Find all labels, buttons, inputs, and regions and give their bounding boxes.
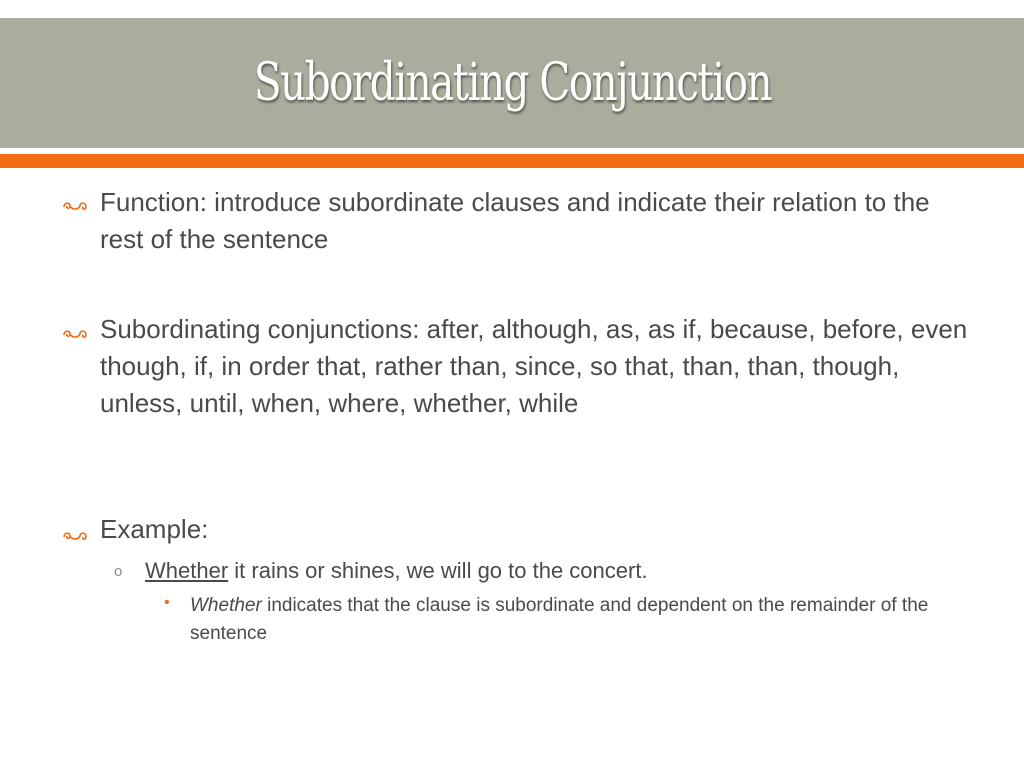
example-sentence [145, 556, 985, 586]
title-band [0, 18, 1024, 148]
bullet-function: Function: introduce subordinate clauses and indicate their relation to the rest of the sentence [100, 187, 930, 254]
slide-title: Subordinating Conjunction [253, 53, 771, 113]
sub-bullet-marker: o [114, 563, 123, 580]
explanation-rest: indicates that the clause is subordinate and dependent on the remainder of the sentence [190, 595, 929, 644]
bullet-conjunction-list: Subordinating conjunctions: after, although, as, as if, because, before, even though, if, in order that, rather than, since, so that, than, than, though, unless, until, when, where, whether, while [100, 314, 968, 418]
example-keyword: Whether [145, 558, 229, 583]
explanation-keyword: Whether [190, 595, 262, 616]
scroll-bullet-icon [62, 528, 88, 542]
bullet-example: Example: [100, 514, 209, 544]
example-explanation [190, 592, 990, 648]
sub-sub-bullet-marker: • [164, 594, 170, 611]
accent-bar [0, 154, 1024, 168]
example-sentence-rest: it rains or shines, we will go to the concert. [228, 558, 648, 583]
scroll-bullet-icon [62, 198, 88, 212]
scroll-bullet-icon [62, 326, 88, 340]
